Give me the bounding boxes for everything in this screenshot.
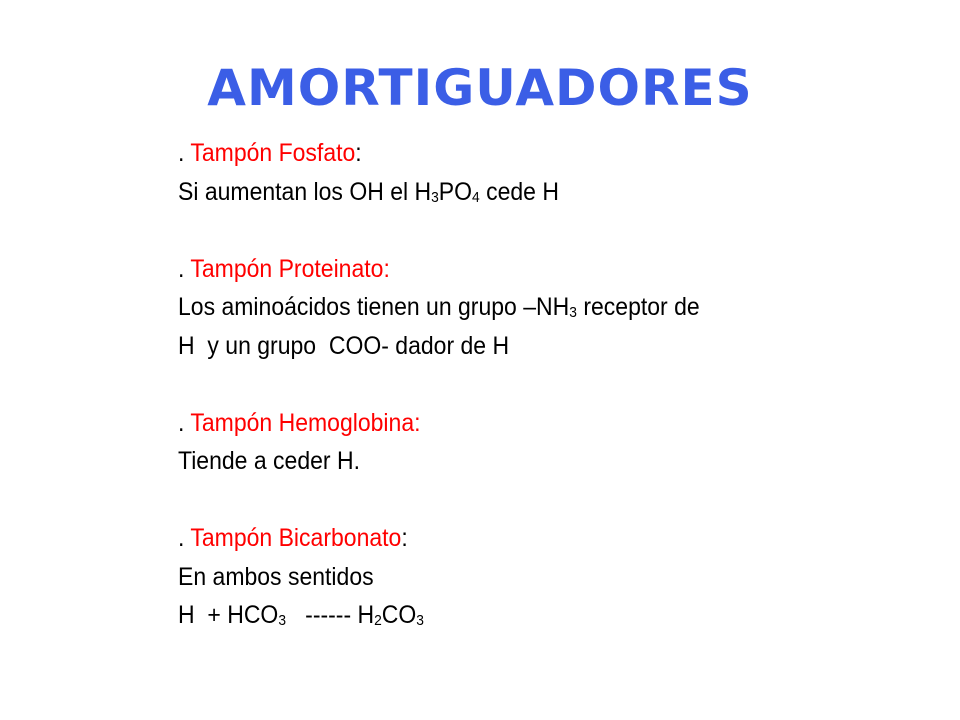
- heading-colon: :: [355, 139, 362, 167]
- bullet: .: [178, 524, 191, 552]
- text-segment: En ambos sentidos: [178, 562, 374, 591]
- bullet: .: [178, 254, 191, 283]
- text-segment: Tiende a ceder H.: [178, 447, 360, 475]
- section-text-line: [178, 288, 822, 327]
- section-heading: [178, 250, 822, 289]
- text-segment: ------ H: [285, 601, 375, 629]
- text-segment: Los aminoácidos tienen un grupo –NH: [178, 293, 570, 321]
- text-segment: H y un grupo COO- dador de H: [178, 331, 510, 360]
- text-segment: cede H: [479, 177, 559, 206]
- text-segment: PO: [438, 177, 473, 206]
- section-spacer: [178, 365, 822, 404]
- subscript: 3: [278, 612, 286, 629]
- slide-title: AMORTIGUADORES: [207, 59, 753, 117]
- section-spacer: [178, 211, 822, 250]
- section-text-line: [178, 596, 822, 635]
- section-text-line: [178, 327, 822, 366]
- section-heading: [178, 519, 822, 558]
- text-segment: CO: [381, 601, 417, 629]
- section-heading: [178, 134, 822, 173]
- section-text-line: [178, 558, 822, 597]
- subscript: 2: [374, 612, 382, 629]
- slide-body: [178, 134, 822, 635]
- text-segment: H + HCO: [178, 601, 279, 629]
- section-text-line: [178, 173, 822, 212]
- text-segment: receptor de: [576, 293, 700, 321]
- text-segment: Si aumentan los OH el H: [178, 177, 432, 206]
- section-heading-label: Tampón Proteinato:: [190, 254, 390, 283]
- section-heading-label: Tampón Hemoglobina:: [190, 408, 421, 437]
- section-heading-label: Tampón Bicarbonato: [190, 524, 402, 552]
- subscript: 3: [416, 612, 424, 629]
- subscript: 3: [569, 304, 577, 321]
- section-heading: [178, 404, 822, 443]
- section-text-line: [178, 442, 822, 481]
- section-heading-label: Tampón Fosfato: [190, 139, 356, 167]
- heading-colon: :: [401, 524, 408, 552]
- section-spacer: [178, 481, 822, 520]
- subscript: 4: [472, 188, 480, 206]
- bullet: .: [178, 139, 191, 167]
- bullet: .: [178, 408, 191, 437]
- subscript: 3: [431, 188, 439, 206]
